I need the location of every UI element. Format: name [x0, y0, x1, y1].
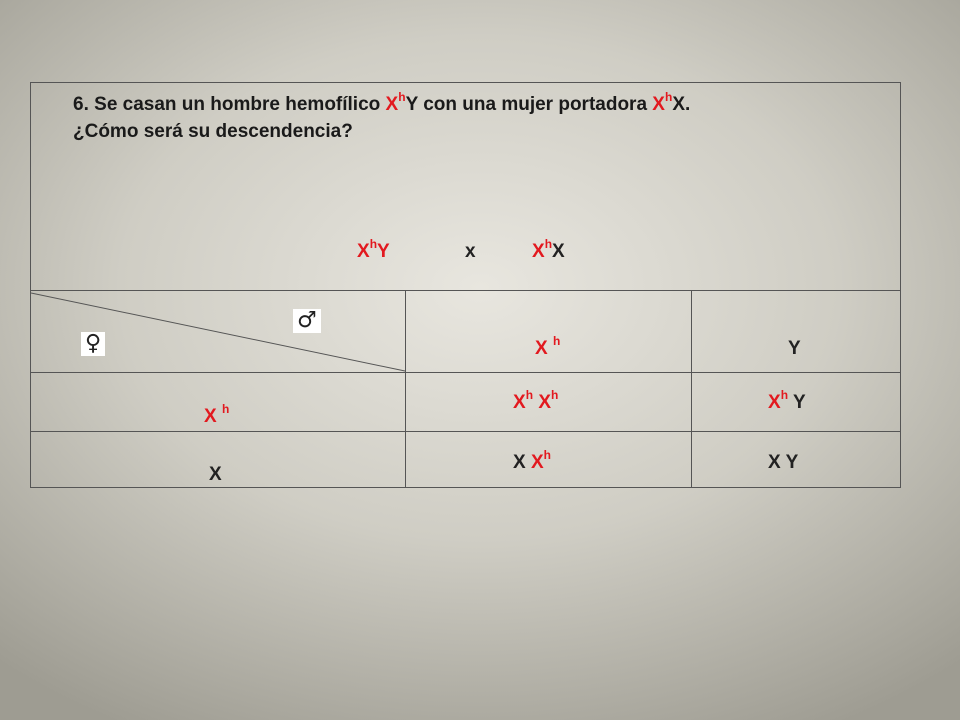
male-symbol-icon: ♂ — [293, 309, 321, 333]
punnett-square — [30, 290, 901, 488]
cross-female: $X^hX$ — [532, 237, 565, 262]
cross-male: $X^hY$ — [357, 237, 390, 262]
cell-x-y: X Y — [768, 452, 799, 473]
row-divider — [31, 372, 900, 373]
column-divider — [691, 291, 692, 487]
col-header-xh: X $^h$ — [535, 334, 561, 359]
female-symbol-icon: ♀ — [81, 332, 105, 356]
male-genotype: $X^h$ — [385, 90, 406, 115]
problem-question: ¿Cómo será su descendencia? — [73, 121, 353, 142]
row-header-x: X — [209, 464, 222, 485]
cross-sign: x — [465, 241, 476, 262]
cell-xh-xh: $X^h$ $X^h$ — [513, 388, 559, 413]
row-header-xh: X $^h$ — [204, 402, 230, 427]
col-header-y: Y — [788, 338, 801, 359]
cell-xh-y: $X^h$ Y — [768, 388, 806, 413]
problem-box — [30, 82, 901, 290]
female-genotype: $X^h$ — [652, 90, 673, 115]
problem-number: 6. — [73, 94, 89, 115]
column-divider — [405, 291, 406, 487]
cell-x-xh: X $X^h$ — [513, 448, 551, 473]
row-divider — [31, 431, 900, 432]
problem-statement: 6. Se casan un hombre hemofílico $X^hY$ con una mujer portadora $X^hX$. ¿Cómo será su descendencia? — [73, 90, 691, 142]
